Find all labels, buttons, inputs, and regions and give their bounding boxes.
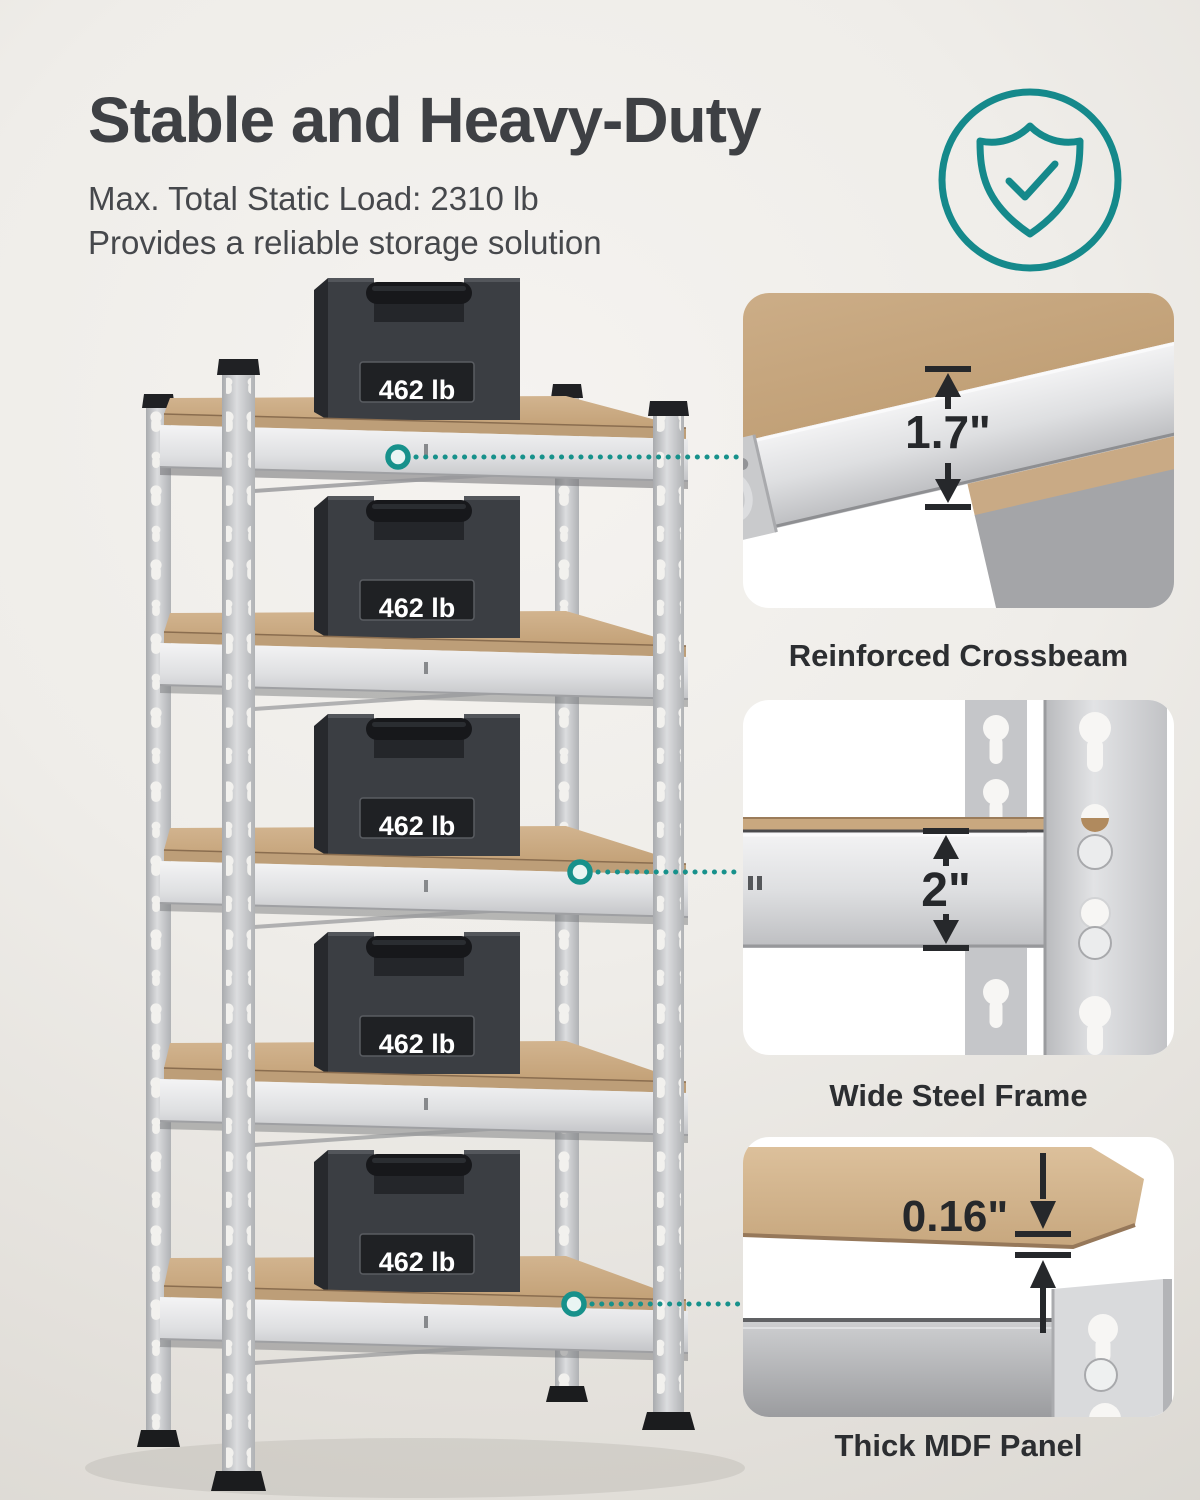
shield-check-icon	[930, 80, 1130, 280]
weight-label: 462 lb	[378, 1029, 456, 1059]
svg-text:0.16": 0.16"	[901, 1192, 1009, 1241]
subtitle-reliable: Provides a reliable storage solution	[88, 223, 602, 261]
corner-post	[1053, 1279, 1172, 1417]
weight-label: 462 lb	[378, 593, 456, 623]
weight-label: 462 lb	[378, 1247, 456, 1277]
svg-text:1.7": 1.7"	[905, 406, 991, 458]
header	[88, 84, 761, 264]
caption-wide-steel-frame: Wide Steel Frame	[829, 1078, 1088, 1113]
svg-text:2": 2"	[921, 864, 971, 917]
caption-thick-mdf-panel: Thick MDF Panel	[834, 1428, 1083, 1463]
subtitle-load: Max. Total Static Load: 2310 lb	[88, 180, 539, 218]
floor-shadow	[85, 1438, 745, 1498]
callout-card-steel-frame	[743, 700, 1174, 1055]
steel-frame-closeup	[743, 700, 1174, 1055]
mdf-panel-closeup	[743, 1137, 1174, 1417]
front-upright-post	[1045, 700, 1167, 1055]
callout-card-mdf-panel	[743, 1137, 1174, 1417]
crossbeam-closeup	[743, 293, 1174, 608]
page-title: Stable and Heavy-Duty	[88, 84, 761, 156]
steel-beam	[743, 833, 1045, 948]
weight-label: 462 lb	[378, 375, 456, 405]
steel-beam	[743, 1319, 1053, 1417]
caption-reinforced-crossbeam: Reinforced Crossbeam	[788, 638, 1129, 673]
callout-card-crossbeam	[743, 293, 1174, 608]
weight-label: 462 lb	[378, 811, 456, 841]
